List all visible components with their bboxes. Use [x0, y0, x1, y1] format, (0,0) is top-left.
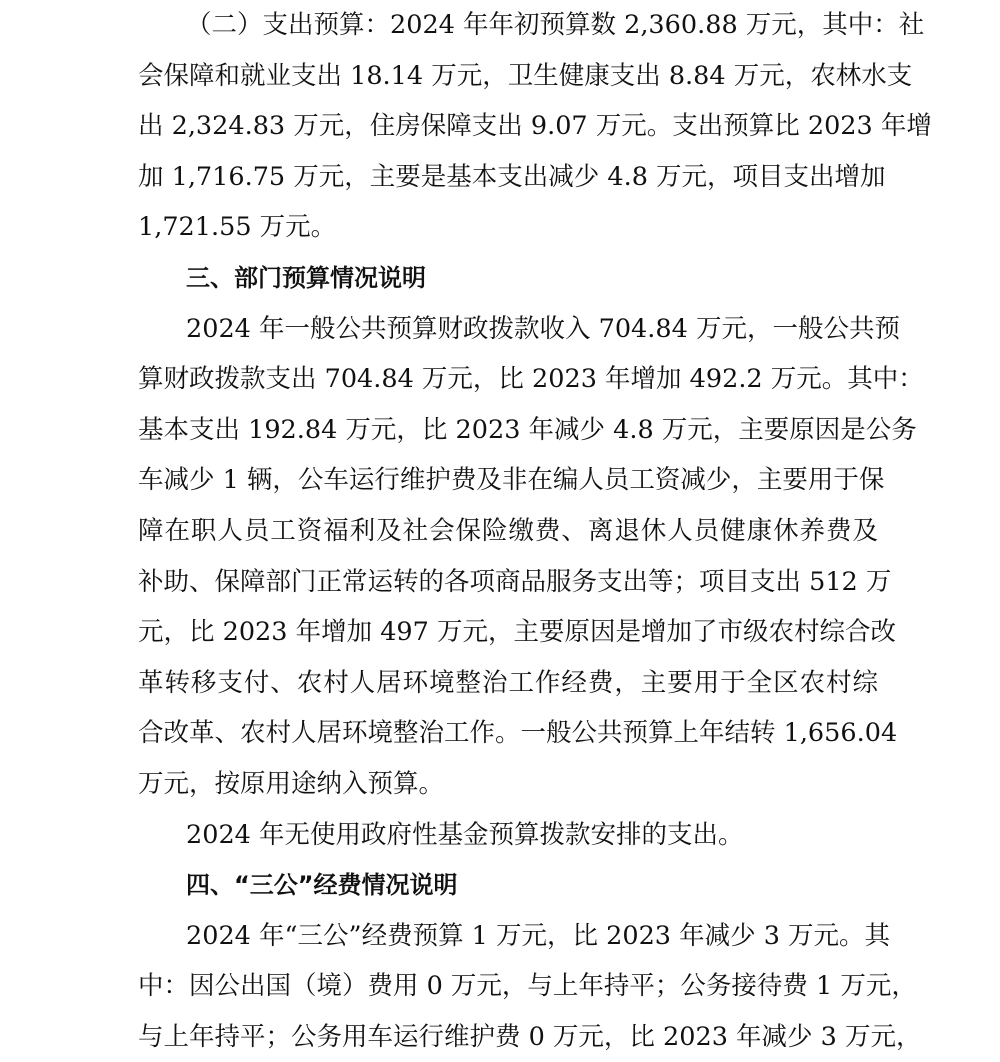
text-line: 出 2,324.83 万元，住房保障支出 9.07 万元。支出预算比 2023 年增: [138, 111, 932, 142]
text-line: （二）支出预算：2024 年年初预算数 2,360.88 万元，其中：社: [186, 10, 925, 40]
text-line: 元，比 2023 年增加 497 万元，主要原因是增加了市级农村综合改: [138, 617, 896, 648]
text-line: 2024 年一般公共预算财政拨款收入 704.84 万元，一般公共预: [186, 313, 900, 344]
text-line: 2024 年无使用政府性基金预算拨款安排的支出。: [186, 819, 744, 850]
text-line: 与上年持平；公务用车运行维护费 0 万元，比 2023 年减少 3 万元，: [138, 1021, 922, 1052]
text-line: 车减少 1 辆，公车运行维护费及非在编人员工资减少，主要用于保: [138, 465, 885, 496]
text-line: 会保障和就业支出 18.14 万元，卫生健康支出 8.84 万元，农林水支: [138, 60, 913, 91]
text-line: 障在职人员工资福利及社会保险缴费、离退休人员健康休养费及: [138, 515, 878, 546]
text-line: 革转移支付、农村人居环境整治工作经费，主要用于全区农村综: [138, 667, 878, 698]
text-line: 万元，按原用途纳入预算。: [138, 768, 445, 799]
text-line: 算财政拨款支出 704.84 万元，比 2023 年增加 492.2 万元。其中：: [138, 364, 924, 395]
text-line: 基本支出 192.84 万元，比 2023 年减少 4.8 万元，主要原因是公务: [138, 414, 917, 445]
text-line: 加 1,716.75 万元，主要是基本支出减少 4.8 万元，项目支出增加: [138, 161, 886, 192]
text-line: 合改革、农村人居环境整治工作。一般公共预算上年结转 1,656.04: [138, 718, 898, 749]
document-page: [138, 0, 932, 1052]
text-line: 补助、保障部门正常运转的各项商品服务支出等；项目支出 512 万: [138, 566, 892, 597]
text-line: 中：因公出国（境）费用 0 万元，与上年持平；公务接待费 1 万元，: [138, 971, 917, 1002]
text-line: 1,721.55 万元。: [138, 212, 337, 243]
section-heading: 四、“三公”经费情况说明: [186, 871, 458, 900]
text-line: 2024 年“三公”经费预算 1 万元，比 2023 年减少 3 万元。其: [186, 920, 891, 951]
section-heading: 三、部门预算情况说明: [186, 263, 426, 292]
